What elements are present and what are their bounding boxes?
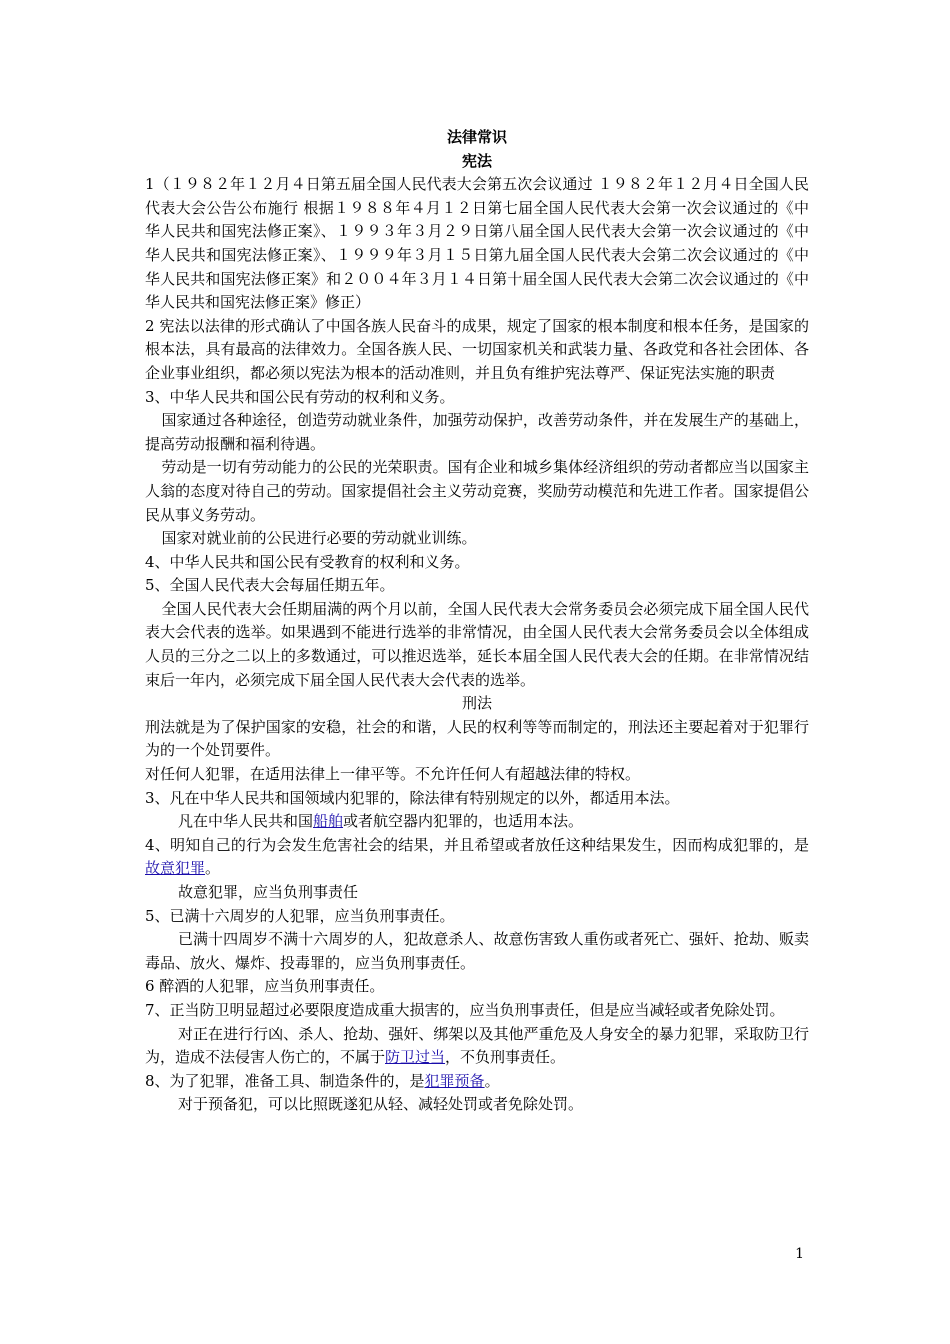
page-number: 1 xyxy=(795,1246,804,1262)
link-intentional-crime[interactable]: 故意犯罪 xyxy=(145,859,206,878)
text-run: 。 xyxy=(205,859,221,878)
text-run: 对正在进行行凶、杀人、抢劫、强奸、绑架以及其他严重危及人身安全的暴力犯罪，采取防卫行为，造成不法侵害人伤亡的，不属于 xyxy=(145,1024,809,1067)
paragraph: 对任何人犯罪，在适用法律上一律平等。不允许任何人有超越法律的特权。 xyxy=(145,765,641,784)
text-run: ，不负刑事责任。 xyxy=(445,1048,566,1067)
text-run: 8、为了犯罪，准备工具、制造条件的，是 xyxy=(145,1071,425,1090)
paragraph: 全国人民代表大会任期届满的两个月以前，全国人民代表大会常务委员会必须完成下届全国人民代表大会代表的选举。如果遇到不能进行选举的非常情况，由全国人民代表大会常务委员会以全体组成人员的三分之二以上的多数通过，可以推迟选举，延长本届全国人民代表大会的任期。在非常情况结束后一年内，必须完成下届全国人民代表大会代表的选举。 xyxy=(145,599,809,689)
text-run: 或者航空器内犯罪的，也适用本法。 xyxy=(343,812,584,831)
paragraph: 2 宪法以法律的形式确认了中国各族人民奋斗的成果，规定了国家的根本制度和根本任务，是国家的根本法，具有最高的法律效力。全国各族人民、一切国家机关和武装力量、各政党和各社会团体、各企业事业组织，都必须以宪法为根本的活动准则，并且负有维护宪法尊严、保证宪法实施的职责 xyxy=(145,316,809,382)
paragraph: 国家通过各种途径，创造劳动就业条件，加强劳动保护，改善劳动条件，并在发展生产的基础上，提高劳动报酬和福利待遇。 xyxy=(145,411,809,453)
section-heading-constitution: 宪法 xyxy=(461,151,492,170)
section-heading-criminal-law: 刑法 xyxy=(461,694,492,713)
link-criminal-preparation[interactable]: 犯罪预备 xyxy=(424,1071,485,1090)
paragraph: 对于预备犯，可以比照既遂犯从轻、减轻处罚或者免除处罚。 xyxy=(178,1095,584,1114)
paragraph xyxy=(145,810,809,834)
paragraph: 国家对就业前的公民进行必要的劳动就业训练。 xyxy=(161,529,477,548)
paragraph: 1（１９８２年１２月４日第五届全国人民代表大会第五次会议通过 １９８２年１２月４日全国人民代表大会公告公布施行 根据１９８８年４月１２日第七届全国人民代表大会第一次会议通过的《中华人民共和国宪法修正案》、１９９３年３月２９日第八届全国人民代表大会第一次会议通过的《中华人民共和国宪法修正案》、１９９９年３月１５日第九届全国人民代表大会第二次会议通过的《中华人民共和国宪法修正案》和２００４年３月１４日第十届全国人民代表大会第二次会议通过的《中华人民共和国宪法修正案》修正） xyxy=(145,175,809,312)
text-run: 4、明知自己的行为会发生危害社会的结果，并且希望或者放任这种结果发生，因而构成犯罪的，是 xyxy=(145,835,809,854)
link-ship[interactable]: 船舶 xyxy=(313,812,344,831)
paragraph: 刑法就是为了保护国家的安稳，社会的和谐，人民的权利等等而制定的，刑法还主要起着对于犯罪行为的一个处罚要件。 xyxy=(145,717,809,760)
text-run: 。 xyxy=(484,1071,500,1090)
paragraph: 故意犯罪，应当负刑事责任 xyxy=(178,883,359,901)
text-run: 凡在中华人民共和国 xyxy=(178,812,314,831)
paragraph: 6 醉酒的人犯罪，应当负刑事责任。 xyxy=(145,977,385,996)
document-title: 法律常识 xyxy=(446,128,507,146)
paragraph: 7、正当防卫明显超过必要限度造成重大损害的，应当负刑事责任，但是应当减轻或者免除处罚。 xyxy=(145,1000,785,1019)
paragraph xyxy=(145,1023,809,1070)
link-excessive-defense[interactable]: 防卫过当 xyxy=(385,1048,446,1067)
paragraph: 4、中华人民共和国公民有受教育的权利和义务。 xyxy=(145,552,470,571)
paragraph xyxy=(145,1070,809,1094)
paragraph: 5、全国人民代表大会每届任期五年。 xyxy=(145,576,395,595)
paragraph: 5、已满十六周岁的人犯罪，应当负刑事责任。 xyxy=(145,906,455,925)
paragraph: 已满十四周岁不满十六周岁的人，犯故意杀人、故意伤害致人重伤或者死亡、强奸、抢劫、贩卖毒品、放火、爆炸、投毒罪的，应当负刑事责任。 xyxy=(145,930,809,972)
document-body xyxy=(145,126,809,1117)
paragraph: 3、中华人民共和国公民有劳动的权利和义务。 xyxy=(145,387,455,406)
paragraph: 劳动是一切有劳动能力的公民的光荣职责。国有企业和城乡集体经济组织的劳动者都应当以国家主人翁的态度对待自己的劳动。国家提倡社会主义劳动竞赛，奖励劳动模范和先进工作者。国家提倡公民从事义务劳动。 xyxy=(145,458,809,524)
paragraph xyxy=(145,834,809,881)
paragraph: 3、凡在中华人民共和国领域内犯罪的，除法律有特别规定的以外，都适用本法。 xyxy=(145,788,680,807)
